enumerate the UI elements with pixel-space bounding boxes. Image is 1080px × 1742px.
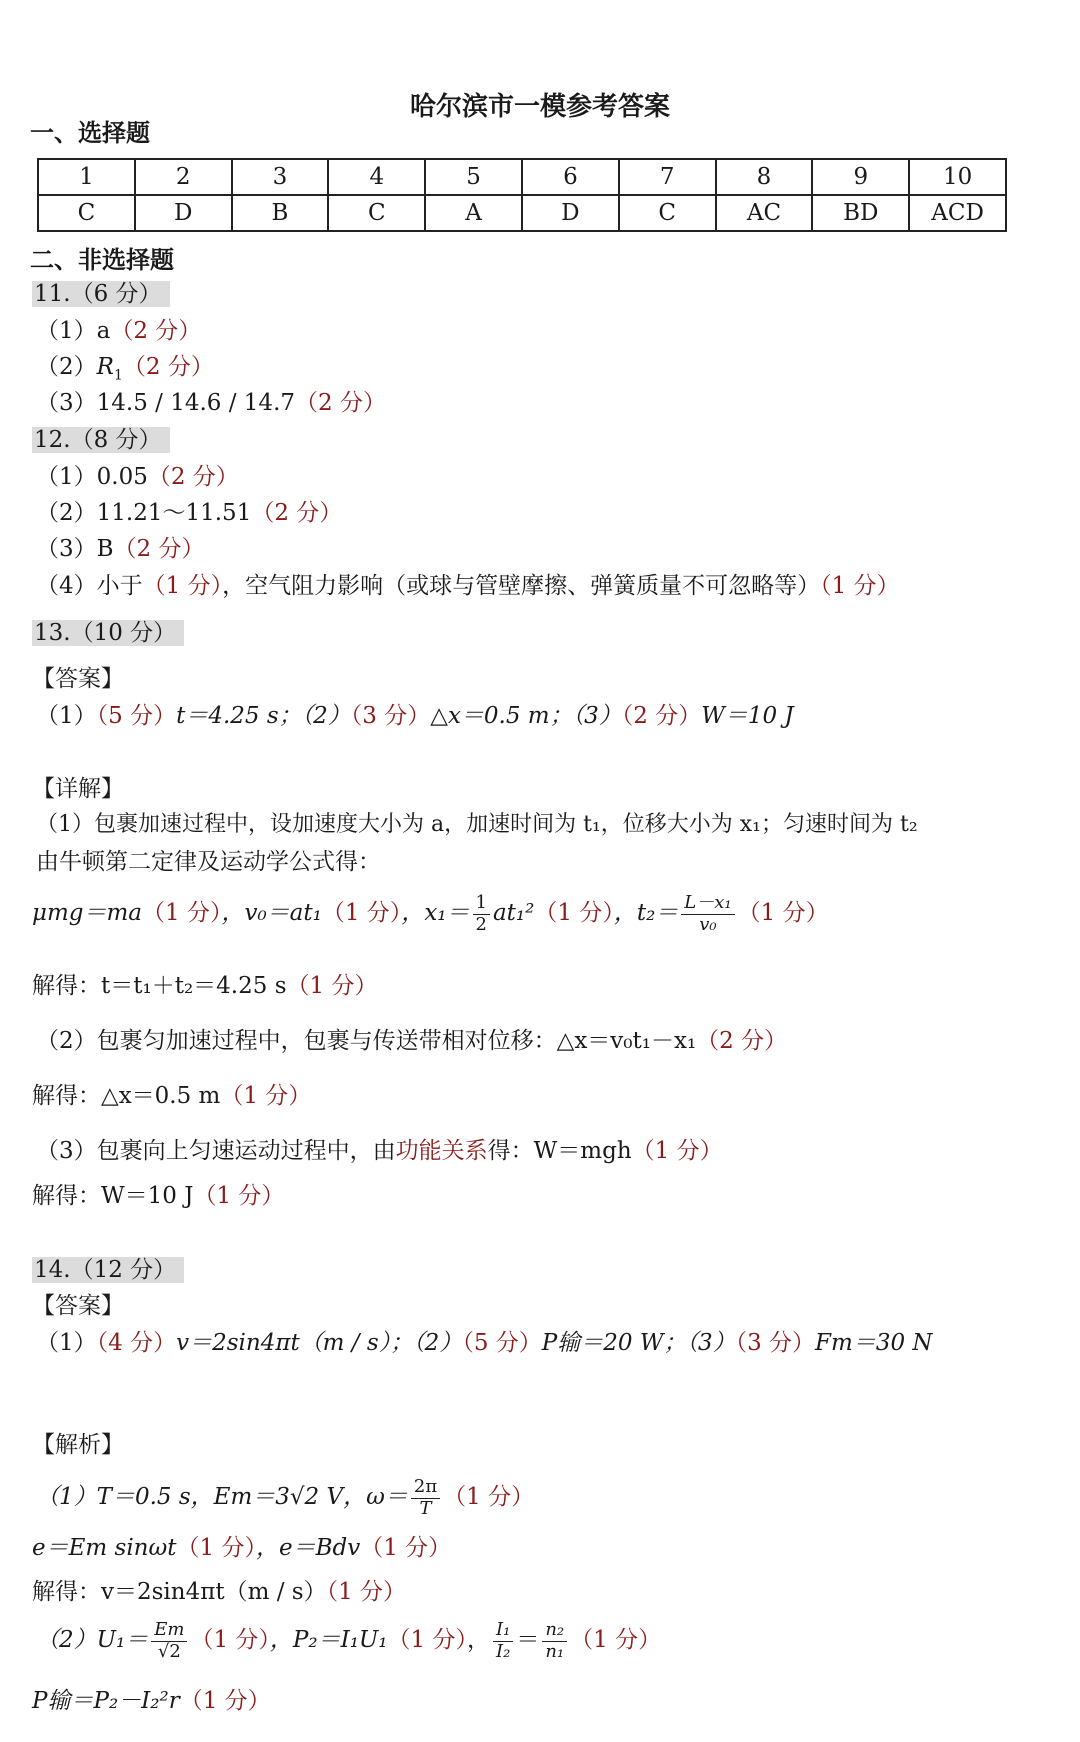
q11-answer-2-symbol: R	[96, 354, 114, 380]
answer-cell: AC	[716, 195, 813, 231]
answer-cell: A	[425, 195, 522, 231]
q13-detail-line-4	[36, 1132, 723, 1165]
q13-fraction-time-den: v₀	[699, 913, 717, 935]
q13-detail-4-equation: 得：W＝mgh	[487, 1138, 632, 1164]
q12-score-3: （2 分）	[113, 536, 205, 562]
q12-answer-2: （2）11.21～11.51	[36, 500, 252, 526]
q14-analysis-label: 【解析】	[32, 1432, 124, 1458]
q14-analysis-4-comma: ，	[466, 1627, 490, 1654]
question-number: 5	[425, 159, 522, 195]
q14-analysis-4-score-3: （1 分）	[570, 1627, 662, 1654]
q13-solution-2-text: 解得：△x＝0.5 m	[32, 1083, 221, 1109]
q11-header-text: 11.（6 分）	[32, 281, 170, 307]
q11-answer-2-subscript: 1	[113, 367, 123, 384]
q14-analysis-line-5	[32, 1682, 271, 1715]
q12-line-2	[36, 494, 342, 527]
q14-analysis-line-1	[36, 1477, 534, 1519]
q11-line-1	[36, 312, 201, 345]
q12-header	[32, 421, 170, 454]
answer-cell: ACD	[909, 195, 1006, 231]
q11-line-3	[36, 384, 386, 417]
q13-detail-3-text: （2）包裹匀加速过程中，包裹与传送带相对位移：△x＝v₀t₁－x₁	[36, 1028, 697, 1054]
q14-analysis-line-3	[32, 1573, 406, 1606]
q13-eq-time: ，t₂＝	[613, 900, 679, 927]
q14-header	[32, 1251, 184, 1284]
q12-line-1	[36, 458, 239, 491]
q13-solution-2-score: （1 分）	[220, 1083, 312, 1109]
q12-answer-4-reason: ，空气阻力影响（或球与管壁摩擦、弹簧质量不可忽略等）	[222, 573, 821, 599]
q14-answer-value-3: Fm＝30 N	[815, 1330, 933, 1356]
q14-fraction-voltage	[151, 1620, 187, 1662]
q14-analysis-5-score: （1 分）	[179, 1688, 271, 1714]
q14-fraction-voltage-den: √2	[157, 1640, 181, 1662]
answer-cell: D	[522, 195, 619, 231]
q12-line-3	[36, 530, 205, 563]
q13-eq-newton: μmg＝ma	[32, 900, 143, 927]
q13-solution-3	[32, 1177, 284, 1210]
q14-fraction-current-num: I₁	[493, 1620, 513, 1642]
answer-cell: D	[135, 195, 232, 231]
q14-answer-line	[36, 1324, 933, 1357]
q14-fraction-turns-den: n₁	[545, 1640, 565, 1662]
question-number: 1	[38, 159, 135, 195]
q14-analysis-2-score-2: （1 分）	[360, 1535, 452, 1561]
q13-solution-3-text: 解得：W＝10 J	[32, 1183, 194, 1209]
q13-eq-score-3: （1 分）	[534, 900, 614, 927]
q13-fraction-half-num: 1	[473, 893, 490, 915]
q13-answer-line	[36, 697, 794, 730]
q11-answer-3: （3）14.5 / 14.6 / 14.7	[36, 390, 296, 416]
q13-answer-label: 【答案】	[32, 666, 124, 692]
q14-analysis-1-score: （1 分）	[443, 1484, 535, 1511]
q14-analysis-line-4	[36, 1620, 661, 1662]
q12-score-4b: （1 分）	[820, 573, 900, 599]
answer-cell: BD	[812, 195, 909, 231]
q14-analysis-4-score-1: （1 分）	[190, 1627, 270, 1654]
q13-fraction-time-num: L－x₁	[681, 893, 734, 915]
q13-fraction-time	[681, 893, 734, 935]
q13-fraction-half	[473, 893, 490, 935]
q14-answer-prefix: （1）	[36, 1330, 97, 1356]
q14-score-3: （3 分）	[735, 1330, 816, 1356]
q14-analysis-2-emf: e＝Em sinωt	[32, 1535, 177, 1561]
q13-detail-4-score: （1 分）	[631, 1138, 723, 1164]
q14-header-text: 14.（12 分）	[32, 1257, 184, 1283]
q13-score-3: （2 分）	[621, 703, 702, 729]
q12-score-1: （2 分）	[147, 464, 239, 490]
q14-fraction-omega	[411, 1477, 440, 1519]
q14-fraction-omega-den: T	[419, 1497, 432, 1519]
q11-score-1: （2 分）	[110, 318, 202, 344]
section-multiple-choice-heading: 一、选择题	[30, 118, 150, 147]
q13-detail-3-score: （2 分）	[696, 1028, 788, 1054]
q14-score-1: （4 分）	[96, 1330, 177, 1356]
question-number: 8	[716, 159, 813, 195]
q12-answer-1: （1）0.05	[36, 464, 148, 490]
q11-answer-2-prefix: （2）	[36, 354, 97, 380]
question-number: 2	[135, 159, 232, 195]
q12-answer-3: （3）B	[36, 536, 114, 562]
q12-line-4	[36, 567, 900, 600]
q14-analysis-2-score-1: （1 分）	[176, 1535, 256, 1561]
q11-line-2	[36, 348, 214, 384]
q13-score-1: （5 分）	[96, 703, 177, 729]
question-number: 7	[619, 159, 716, 195]
answer-row	[38, 195, 1006, 231]
q13-answer-prefix: （1）	[36, 703, 97, 729]
q12-score-4a: （1 分）	[142, 573, 223, 599]
q12-score-2: （2 分）	[251, 500, 343, 526]
q11-answer-1: （1）a	[36, 318, 111, 344]
q13-eq-score-2: （1 分）	[321, 900, 402, 927]
q13-detail-4-keyword: 功能关系	[395, 1138, 488, 1164]
question-number: 10	[909, 159, 1006, 195]
q13-eq-velocity: ，v₀＝at₁	[221, 900, 322, 927]
page-title: 哈尔滨市一模参考答案	[409, 92, 670, 122]
q11-score-2: （2 分）	[122, 354, 214, 380]
answer-cell: C	[38, 195, 135, 231]
q14-analysis-5-text: P输＝P₂－I₂²r	[32, 1688, 180, 1714]
q14-answer-value-1: v＝2sin4πt（m / s）；（2）	[176, 1330, 463, 1356]
q13-solution-3-score: （1 分）	[193, 1183, 285, 1209]
q14-analysis-1-text: （1）T＝0.5 s，Em＝3√2 V，ω＝	[36, 1484, 408, 1511]
q13-equations-line	[32, 893, 829, 935]
question-number: 3	[232, 159, 329, 195]
q13-answer-value-2: △x＝0.5 m；（3）	[430, 703, 622, 729]
q14-analysis-3-score: （1 分）	[326, 1579, 407, 1605]
question-number-row	[38, 159, 1006, 195]
q13-detail-label: 【详解】	[32, 776, 124, 802]
answer-cell: B	[232, 195, 329, 231]
q14-analysis-4-equals: ＝	[516, 1627, 540, 1654]
q14-analysis-3-text: 解得：v＝2sin4πt（m / s）	[32, 1579, 327, 1605]
question-number: 9	[812, 159, 909, 195]
q14-analysis-line-2	[32, 1529, 451, 1562]
q11-score-3: （2 分）	[295, 390, 386, 416]
q14-answer-label: 【答案】	[32, 1293, 124, 1319]
q14-fraction-voltage-num: Em	[151, 1620, 187, 1642]
q13-solution-1	[32, 967, 377, 1000]
q14-analysis-2-motional: ，e＝Bdv	[255, 1535, 361, 1561]
q14-answer-value-2: P输＝20 W；（3）	[541, 1330, 736, 1356]
q13-eq-score-1: （1 分）	[142, 900, 222, 927]
q14-score-2: （5 分）	[462, 1330, 542, 1356]
q14-fraction-omega-num: 2π	[411, 1477, 440, 1499]
answer-cell: C	[619, 195, 716, 231]
question-number: 6	[522, 159, 619, 195]
q14-analysis-4-power: ，P₂＝I₁U₁	[269, 1627, 388, 1654]
section-non-choice-heading: 二、非选择题	[30, 245, 174, 274]
q13-eq-displacement: ，x₁＝	[401, 900, 470, 927]
q13-score-2: （3 分）	[350, 703, 431, 729]
q13-solution-1-text: 解得：t＝t₁＋t₂＝4.25 s	[32, 973, 287, 999]
q12-answer-4: （4）小于	[36, 573, 143, 599]
q13-answer-value-3: W＝10 J	[701, 703, 794, 729]
q13-detail-line-3	[36, 1022, 787, 1055]
q13-header	[32, 614, 184, 647]
answer-cell: C	[328, 195, 425, 231]
q13-eq-at-squared: at₁²	[492, 900, 535, 927]
q13-answer-value-1: t＝4.25 s；（2）	[176, 703, 351, 729]
q14-fraction-current-den: I₂	[495, 1640, 511, 1662]
q11-header	[32, 275, 170, 308]
question-number: 4	[328, 159, 425, 195]
q13-detail-line-1: （1）包裹加速过程中，设加速度大小为 a，加速时间为 t₁，位移大小为 x₁；匀速时间为 t₂	[36, 812, 918, 837]
choice-answer-table	[37, 158, 1007, 232]
q14-fraction-current	[493, 1620, 513, 1662]
q13-fraction-half-den: 2	[475, 913, 487, 935]
q13-solution-1-score: （1 分）	[286, 973, 378, 999]
q13-header-text: 13.（10 分）	[32, 620, 184, 646]
q13-eq-score-4: （1 分）	[737, 900, 829, 927]
q14-analysis-4-score-2: （1 分）	[387, 1627, 467, 1654]
q12-header-text: 12.（8 分）	[32, 427, 170, 453]
q13-detail-line-2: 由牛顿第二定律及运动学公式得：	[36, 849, 381, 875]
q13-detail-4-text: （3）包裹向上匀速运动过程中，由	[36, 1138, 396, 1164]
q14-fraction-turns-num: n₂	[542, 1620, 567, 1642]
q14-fraction-turns	[542, 1620, 567, 1662]
q13-solution-2	[32, 1077, 311, 1110]
q14-analysis-4-voltage: （2）U₁＝	[36, 1627, 149, 1654]
